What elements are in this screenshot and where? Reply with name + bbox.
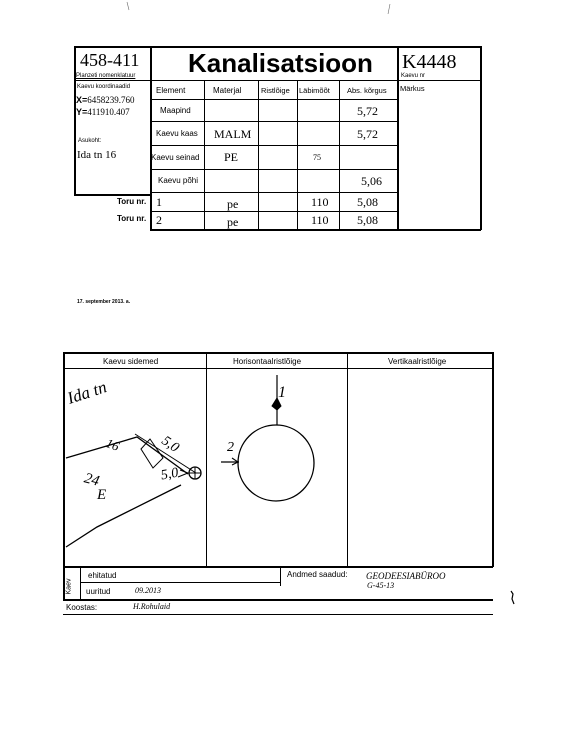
pipe-diameter: 110 [311,195,329,209]
pipe-material: pe [227,215,239,229]
footer-source-value: GEODEESIABÜROO [366,571,446,581]
map-sheet-label: Planzeti nomenklatuur [76,73,136,79]
pipe-2-label: 2 [227,440,234,455]
map-sheet-number: 458-411 [80,50,140,70]
row-diameter: 75 [313,153,321,162]
sketch-note-e: E [97,487,107,503]
coord-x: X=6458239.760 [76,95,135,105]
sketch-note-24: 24 [82,470,101,490]
sketch-header-horizontal: Horisontaalristlõige [233,357,302,366]
pipe-elevation: 5,08 [357,213,378,227]
row-element: Kaevu põhi [158,176,199,185]
col-header-cross-section: Ristlõige [261,86,290,95]
col-header-element: Element [156,86,186,95]
col-header-elevation: Abs. kõrgus [347,86,387,95]
sketch-street-note: Ida tn [64,377,109,408]
pipe-1-label: 1 [278,384,286,401]
sketch-note-16: 16 [103,435,122,454]
col-header-remarks: Märkus [400,84,425,93]
pipe-label: Toru nr. [117,197,147,206]
row-elevation: 5,72 [357,104,378,118]
footer-author-value: H.Rohulaid [133,602,171,611]
location-label: Asukoht: [78,138,102,144]
well-number: K4448 [402,51,457,73]
page-title: Kanalisatsioon [188,48,373,78]
location-value: Ida tn 16 [77,149,117,161]
pipe-number: 2 [156,213,162,227]
footer-updated-label: uuritud [86,587,111,596]
row-elevation: 5,72 [357,127,378,141]
row-element: Kaevu seinad [151,153,200,162]
pipe-elevation: 5,08 [357,195,378,209]
footer-author-label: Koostas: [66,603,98,612]
row-material: PE [224,150,239,164]
footer-source-code: G-45-13 [367,581,395,590]
pipe-number: 1 [156,195,162,209]
footer-updated-value: 09.2013 [135,586,161,595]
row-material: MALM [214,127,252,141]
footer-built-label: ehitatud [88,571,117,580]
row-elevation: 5,06 [361,174,382,188]
pipe-diameter: 110 [311,213,329,227]
row-element: Kaevu kaas [156,129,198,138]
col-header-diameter: Läbimõõt [299,86,330,95]
sketch-distance-1: 5,0 [158,433,182,456]
coord-y: Y=411910.407 [76,107,130,117]
sketch-distance-2: 5,0 [159,465,180,484]
sketch-header-vertical: Vertikaalristlõige [388,357,447,366]
pipe-label: Toru nr. [117,214,147,223]
footer-source-label: Andmed saadud: [287,570,348,579]
pipe-material: pe [227,197,239,211]
footer-side-label: Kaev [65,578,73,595]
sketch-header-links: Kaevu sidemed [103,357,159,366]
row-element: Maapind [160,106,191,115]
well-number-label: Kaevu nr [401,73,426,79]
date-note: 17. september 2013. a. [77,299,131,305]
col-header-material: Materjal [213,86,242,95]
coords-label: Kaevu koordinaadid [77,84,131,90]
